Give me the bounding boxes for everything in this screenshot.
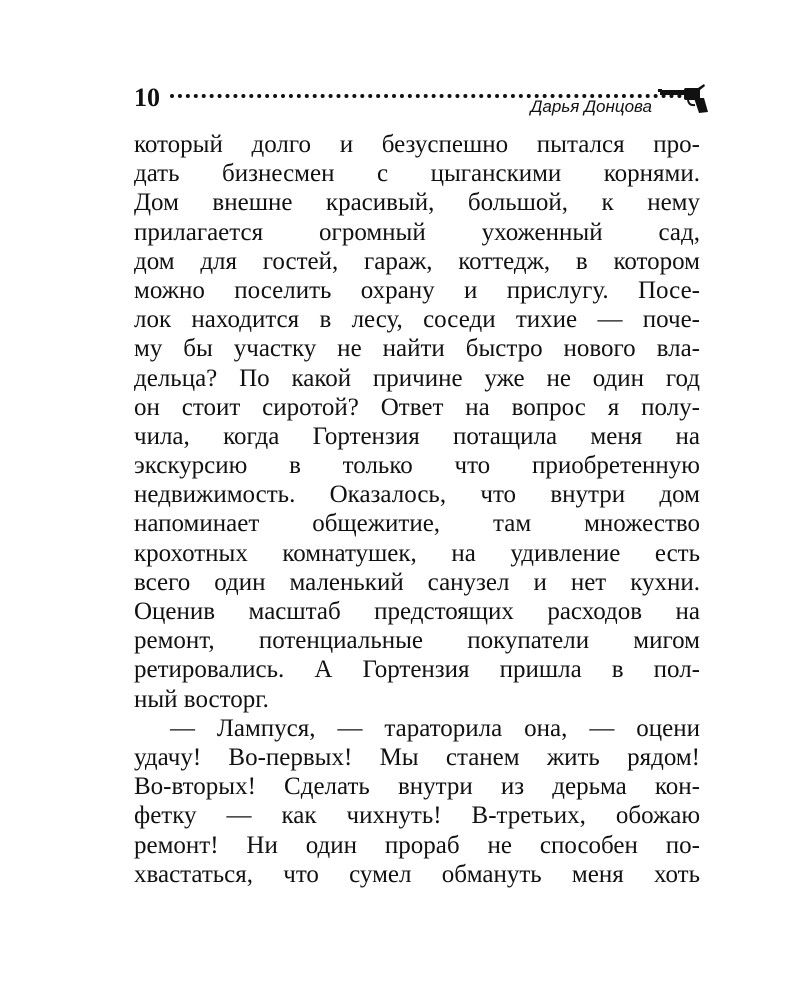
text-line: всего один маленький санузел и нет кухни. — [134, 568, 700, 596]
text-line: ный восторг. — [134, 685, 269, 713]
running-header — [134, 84, 708, 116]
text-line: дельца? По какой причине уже не один год — [134, 364, 700, 392]
revolver-icon — [658, 84, 708, 114]
paragraph-2 — [134, 714, 700, 889]
text-line: чила, когда Гортензия потащила меня на — [134, 422, 700, 450]
author-name: Дарья Донцова — [524, 98, 652, 116]
text-line: му бы участку не найти быстро нового вла- — [134, 335, 700, 363]
text-line: — Лампуся, — тараторила она, — оцени — [170, 714, 700, 742]
text-line: лок находится в лесу, соседи тихие — поче- — [134, 306, 700, 334]
text-line: хвастаться, что сумел обмануть меня хоть — [134, 860, 700, 888]
text-line: Во-вторых! Сделать внутри из дерьма кон- — [134, 773, 700, 801]
text-line: крохотных комнатушек, на удивление есть — [134, 539, 700, 567]
text-line: Оценив масштаб предстоящих расходов на — [134, 598, 700, 625]
text-line: который долго и безуспешно пытался про- — [134, 131, 700, 158]
text-line: прилагается огромный ухоженный сад, — [134, 218, 700, 246]
text-line: напоминает общежитие, там множество — [134, 510, 700, 538]
text-line: ретировались. А Гортензия пришла в пол- — [134, 656, 700, 684]
text-line: недвижимость. Оказалось, что внутри дом — [134, 481, 700, 509]
text-line: ремонт, потенциальные покупатели мигом — [134, 627, 700, 655]
text-line: он стоит сиротой? Ответ на вопрос я полу- — [134, 393, 700, 421]
text-line: фетку — как чихнуть! В-третьих, обожаю — [134, 802, 700, 830]
text-line: Дом внешне красивый, большой, к нему — [134, 189, 700, 217]
text-line: дом для гостей, гараж, коттедж, в котором — [134, 247, 700, 275]
text-line: экскурсию в только что приобретенную — [134, 452, 700, 480]
paragraph-1 — [134, 130, 700, 714]
text-line: удачу! Во-первых! Мы станем жить рядом! — [134, 743, 700, 771]
text-line: ремонт! Ни один прораб не способен по- — [134, 831, 700, 859]
text-line: можно поселить охрану и прислугу. Посе- — [134, 276, 700, 304]
main-text — [134, 130, 700, 889]
page-number: 10 — [134, 83, 160, 112]
text-line: дать бизнесмен с цыганскими корнями. — [134, 160, 700, 188]
